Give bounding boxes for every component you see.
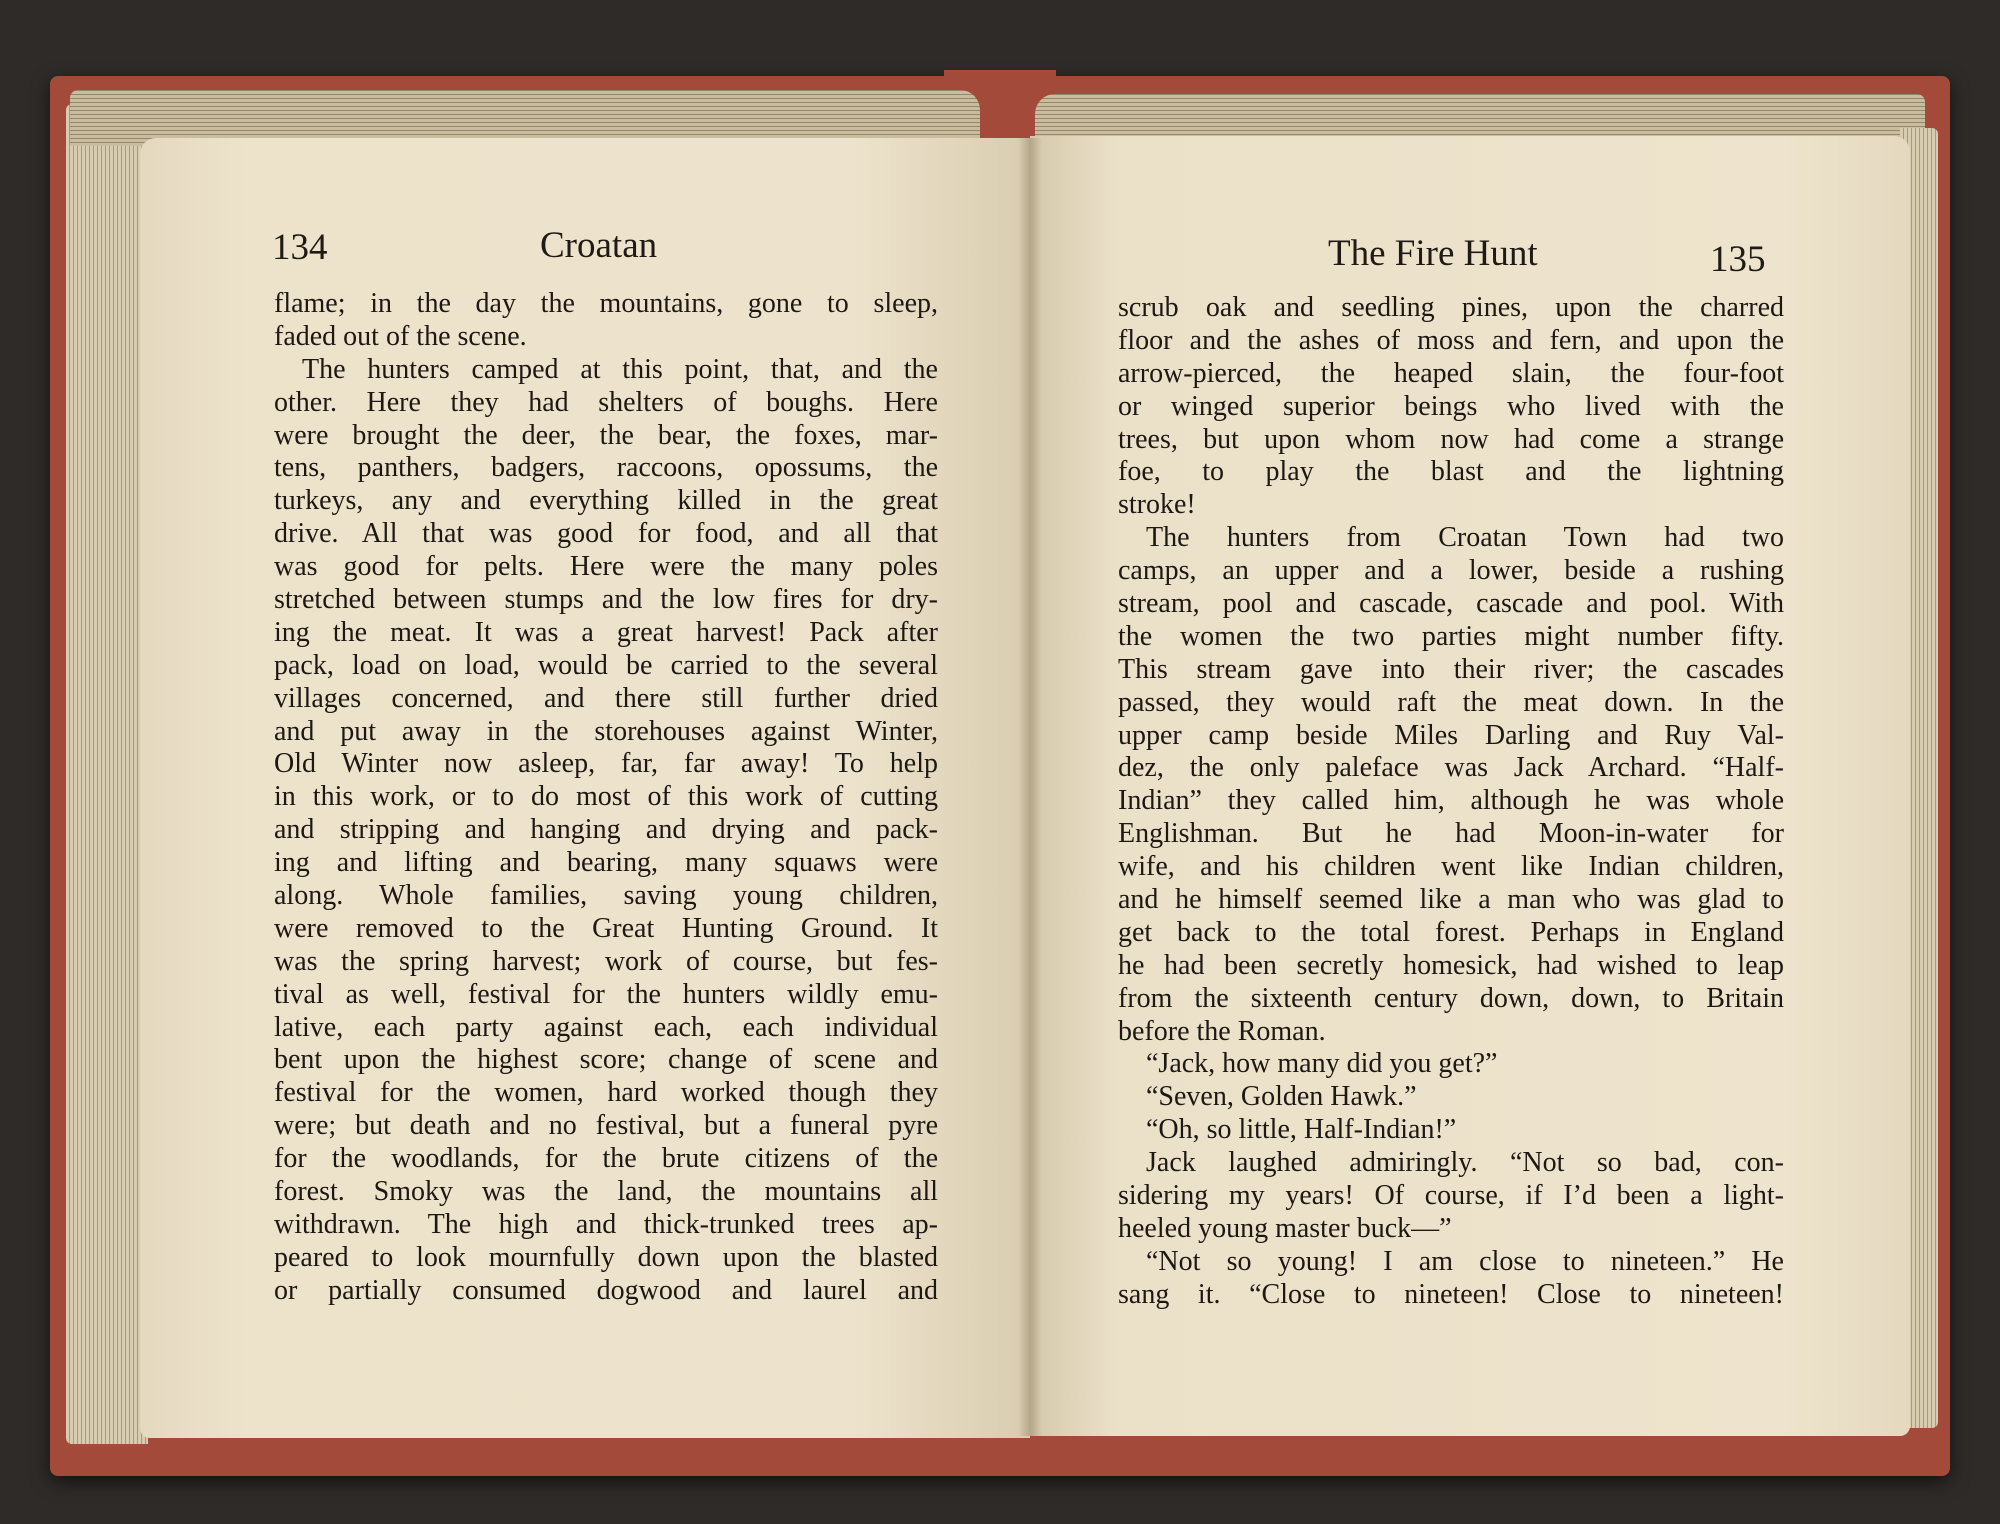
text-line: tival as well, festival for the hunters wildly emu- <box>274 978 938 1010</box>
text-line: faded out of the scene. <box>274 320 527 352</box>
text-line: “Oh, so little, Half-Indian!” <box>1146 1114 1457 1146</box>
text-line: and put away in the storehouses against Winter, <box>274 715 938 747</box>
text-line: he had been secretly homesick, had wished to leap <box>1118 949 1784 981</box>
text-line: along. Whole families, saving young children, <box>274 880 938 912</box>
text-line: flame; in the day the mountains, gone to sleep, <box>274 288 938 319</box>
text-line: the women the two parties might number fifty. <box>1118 620 1784 652</box>
text-line: from the sixteenth century down, down, to Britain <box>1118 982 1784 1014</box>
text-line: This stream gave into their river; the cascades <box>1118 653 1784 685</box>
text-line: sang it. “Close to nineteen! Close to nineteen! <box>1118 1278 1784 1310</box>
text-line: tens, panthers, badgers, raccoons, opossums, the <box>274 452 938 484</box>
text-line: get back to the total forest. Perhaps in England <box>1118 916 1784 948</box>
text-line: The hunters from Croatan Town had two <box>1146 522 1784 554</box>
book-gutter <box>1018 138 1042 1436</box>
text-line: stretched between stumps and the low fires for dry- <box>274 584 938 616</box>
text-line: other. Here they had shelters of boughs. Here <box>274 386 938 418</box>
text-line: “Seven, Golden Hawk.” <box>1146 1081 1417 1113</box>
right-page-number: 135 <box>1710 239 1766 280</box>
page-edges-left <box>66 104 148 1444</box>
text-line: were brought the deer, the bear, the foxes, mar- <box>274 419 938 451</box>
text-line: was good for pelts. Here were the many poles <box>274 551 938 583</box>
text-line: ing and lifting and bearing, many squaws were <box>274 847 938 879</box>
text-line: before the Roman. <box>1118 1015 1326 1047</box>
text-line: heeled young master buck—” <box>1118 1212 1452 1244</box>
text-line: festival for the women, hard worked though they <box>274 1077 938 1109</box>
text-line: and he himself seemed like a man who was glad to <box>1118 884 1784 916</box>
text-line: forest. Smoky was the land, the mountains all <box>274 1176 938 1208</box>
text-line: dez, the only paleface was Jack Archard. “Half- <box>1118 752 1784 784</box>
text-line: withdrawn. The high and thick-trunked trees ap- <box>274 1208 938 1240</box>
text-line: The hunters camped at this point, that, and the <box>302 353 938 385</box>
text-line: passed, they would raft the meat down. In the <box>1118 686 1784 718</box>
text-line: bent upon the highest score; change of scene and <box>274 1044 938 1076</box>
left-page-number: 134 <box>272 227 328 268</box>
text-line: or partially consumed dogwood and laurel and <box>274 1274 938 1306</box>
text-line: Old Winter now asleep, far, far away! To help <box>274 748 938 780</box>
text-line: stroke! <box>1118 489 1196 521</box>
text-line: sidering my years! Of course, if I’d been a light- <box>1118 1180 1784 1212</box>
page-edges-top-right <box>1035 94 1925 142</box>
text-line: peared to look mournfully down upon the blasted <box>274 1241 938 1273</box>
text-line: lative, each party against each, each individual <box>274 1011 938 1043</box>
text-line: arrow-pierced, the heaped slain, the four-foot <box>1118 357 1784 389</box>
text-line: Englishman. But he had Moon-in-water for <box>1118 818 1784 850</box>
text-line: for the woodlands, for the brute citizens of the <box>274 1143 938 1175</box>
text-line: were removed to the Great Hunting Ground. It <box>274 912 938 944</box>
text-line: camps, an upper and a lower, beside a rushing <box>1118 555 1784 587</box>
text-line: villages concerned, and there still further dried <box>274 682 938 714</box>
text-line: or winged superior beings who lived with the <box>1118 390 1784 422</box>
text-line: floor and the ashes of moss and fern, and upon the <box>1118 324 1784 356</box>
text-line: Indian” they called him, although he was whole <box>1118 785 1784 817</box>
text-line: wife, and his children went like Indian children, <box>1118 851 1784 883</box>
text-line: pack, load on load, would be carried to the several <box>274 649 938 681</box>
text-line: trees, but upon whom now had come a strange <box>1118 423 1784 455</box>
text-line: “Jack, how many did you get?” <box>1146 1048 1498 1080</box>
text-line: in this work, or to do most of this work of cutting <box>274 781 938 813</box>
right-running-head: The Fire Hunt <box>1328 233 1538 274</box>
right-page-text <box>1118 292 1784 1312</box>
text-line: turkeys, any and everything killed in the great <box>274 485 938 517</box>
text-line: was the spring harvest; work of course, but fes- <box>274 945 938 977</box>
text-line: scrub oak and seedling pines, upon the charred <box>1118 292 1784 323</box>
left-page-text <box>274 288 938 1308</box>
text-line: drive. All that was good for food, and all that <box>274 518 938 550</box>
text-line: stream, pool and cascade, cascade and pool. With <box>1118 588 1784 620</box>
text-line: ing the meat. It was a great harvest! Pack after <box>274 616 938 648</box>
left-running-head: Croatan <box>540 225 658 266</box>
text-line: and stripping and hanging and drying and pack- <box>274 814 938 846</box>
text-line: Jack laughed admiringly. “Not so bad, con- <box>1146 1147 1784 1179</box>
text-line: were; but death and no festival, but a funeral pyre <box>274 1110 938 1142</box>
text-line: upper camp beside Miles Darling and Ruy Val- <box>1118 719 1784 751</box>
text-line: foe, to play the blast and the lightning <box>1118 456 1784 488</box>
text-line: “Not so young! I am close to nineteen.” He <box>1146 1245 1784 1277</box>
